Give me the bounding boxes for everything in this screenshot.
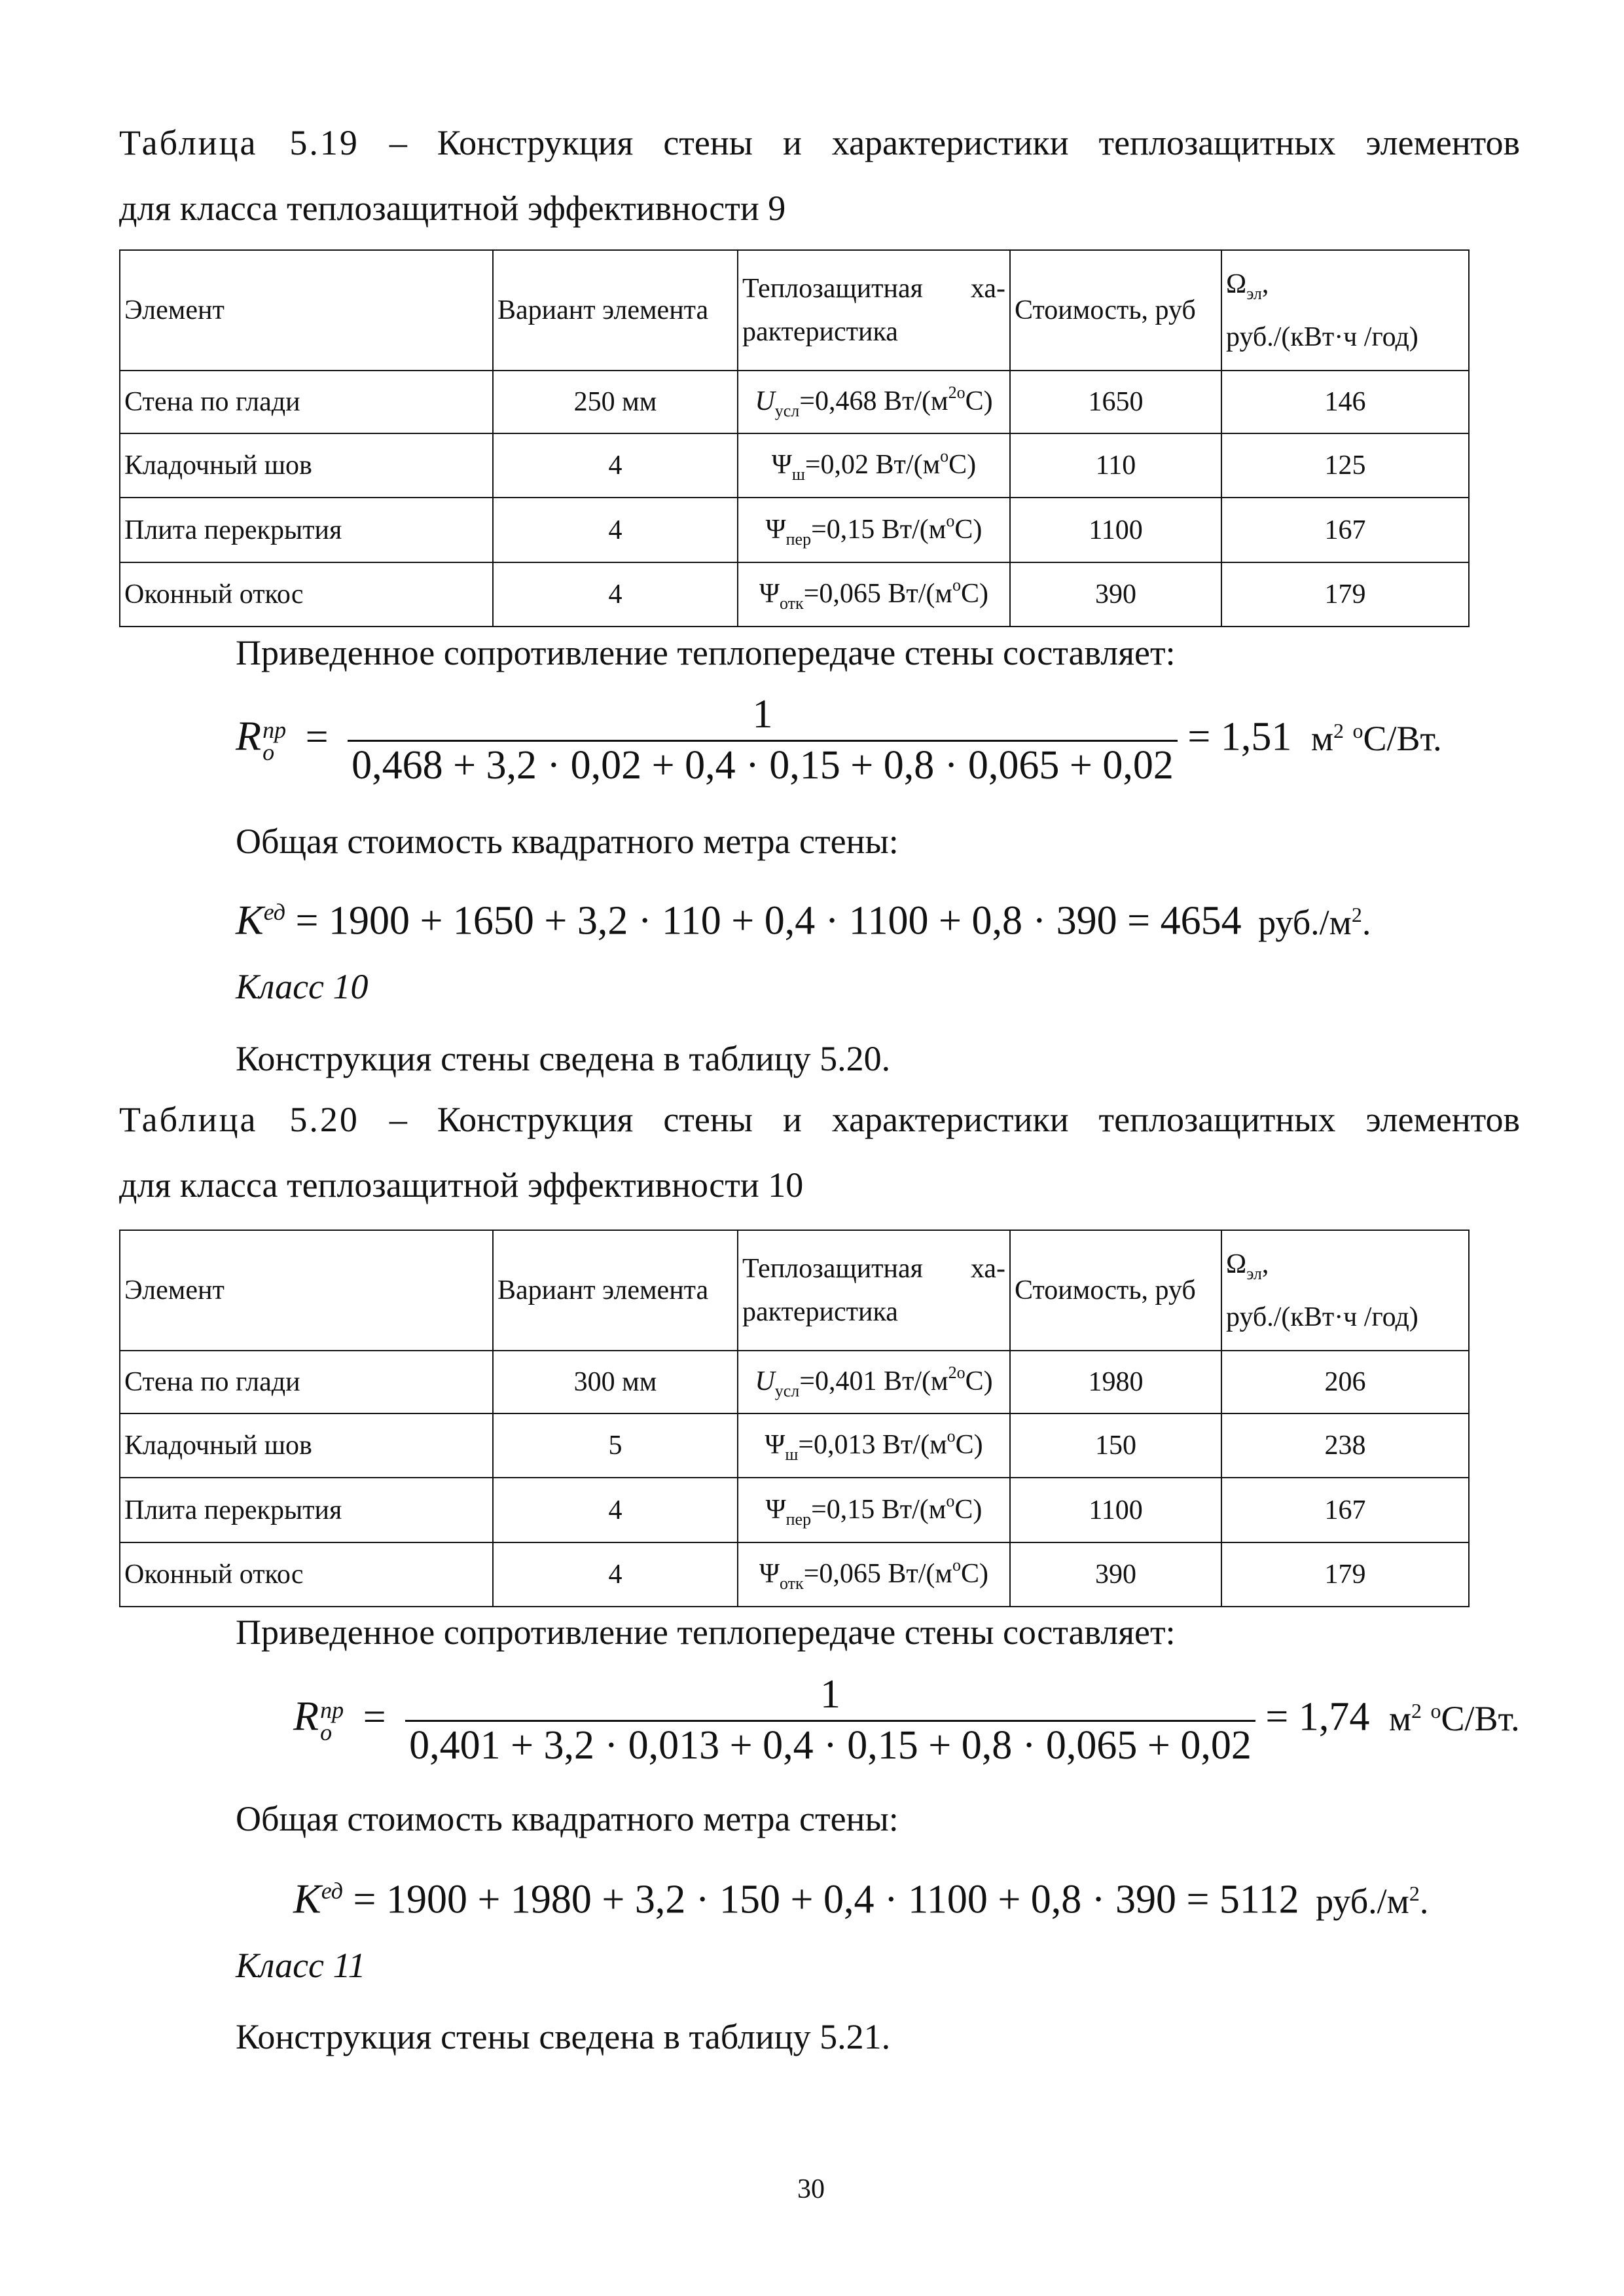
cell-sup: o	[946, 1491, 955, 1510]
r-result: = 1,51	[1187, 714, 1292, 759]
cell-sup: o	[952, 575, 961, 594]
cell-cost: 390	[1010, 562, 1221, 627]
header-variant: Вариант элемента	[493, 1230, 738, 1351]
cell-omega: 146	[1221, 371, 1469, 433]
cost-intro: Общая стоимость квадратного метра стены:	[236, 1799, 899, 1838]
k-unit-sup: 2	[1351, 902, 1362, 926]
unit-m: м	[1388, 1698, 1412, 1738]
r-sub: o	[320, 1719, 333, 1745]
unit-sup: 2	[1411, 1698, 1422, 1722]
cell-thermal	[738, 1351, 1010, 1413]
unit-o: o	[1352, 718, 1363, 742]
table-row	[120, 1413, 1469, 1478]
header-thermal	[738, 1230, 1010, 1351]
cell-thermal	[738, 562, 1010, 627]
caption-text: – Конструкция стены и характеристики теплозащитных элементов	[389, 1100, 1520, 1139]
cell-variant: 4	[493, 1478, 738, 1542]
resistance-formula	[293, 1673, 1520, 1769]
cell-element: Оконный откос	[120, 1542, 493, 1607]
table-5-20-caption	[119, 1087, 1520, 1152]
cell-value: =0,401 Вт/(м	[799, 1366, 948, 1396]
cell-cost: 1980	[1010, 1351, 1221, 1413]
k-sup: ед	[263, 899, 285, 925]
caption-label: Таблица 5.19	[119, 123, 359, 162]
cell-element: Кладочный шов	[120, 1413, 493, 1478]
omega-comma: ,	[1261, 1248, 1269, 1279]
r-symbol: R	[293, 1692, 319, 1740]
cell-sym: U	[755, 1366, 775, 1396]
cell-sup: 2o	[948, 383, 965, 402]
cell-variant: 4	[493, 498, 738, 562]
cell-cost: 390	[1010, 1542, 1221, 1607]
cell-tail: С)	[955, 1430, 983, 1460]
caption-text: – Конструкция стены и характеристики теплозащитных элементов	[389, 123, 1520, 162]
unit-sup: 2	[1333, 718, 1344, 742]
unit-rest: С/Вт.	[1363, 718, 1442, 758]
cell-sym-sub: пер	[785, 529, 812, 549]
class-10-title: Класс 10	[236, 967, 369, 1006]
r-unit	[1311, 719, 1442, 758]
cell-sup: o	[952, 1556, 961, 1575]
class-11-title: Класс 11	[236, 1946, 366, 1985]
cell-value: =0,15 Вт/(м	[811, 1494, 947, 1525]
table-row	[120, 1351, 1469, 1413]
cell-tail: С)	[965, 386, 993, 416]
k-symbol: K	[236, 896, 264, 943]
cell-cost: 110	[1010, 433, 1221, 498]
header-omega	[1221, 1230, 1469, 1351]
omega-unit: руб./(кВт·ч /год)	[1226, 321, 1418, 352]
cell-sym-sub: отк	[780, 594, 804, 613]
cell-sym-sub: усл	[774, 1381, 800, 1400]
cell-omega: 125	[1221, 433, 1469, 498]
omega-comma: ,	[1261, 268, 1269, 299]
header-thermal-line1: Теплозащитная ха-	[742, 1254, 1005, 1284]
r-sup: пр	[262, 716, 287, 743]
r-eq: =	[363, 1694, 386, 1740]
cell-sym: U	[755, 386, 775, 416]
cell-sup: o	[946, 511, 955, 530]
k-unit-end: .	[1419, 1881, 1429, 1921]
table-row	[120, 371, 1469, 433]
header-thermal-line1: Теплозащитная ха-	[742, 274, 1005, 304]
fraction-numerator: 1	[820, 1672, 840, 1717]
omega-unit: руб./(кВт·ч /год)	[1226, 1302, 1418, 1332]
cell-element: Стена по глади	[120, 1351, 493, 1413]
cell-sym-sub: ш	[791, 465, 805, 484]
k-unit: руб./м	[1258, 902, 1352, 942]
r-eq: =	[305, 714, 329, 759]
omega-symbol: Ω	[1226, 268, 1247, 299]
cell-variant: 4	[493, 1542, 738, 1607]
cell-value: =0,468 Вт/(м	[799, 386, 948, 416]
cost-formula	[293, 1866, 1428, 1926]
cell-tail: С)	[965, 1366, 993, 1396]
table-5-19-caption-line2: для класса теплозащитной эффективности 9	[119, 189, 786, 228]
table-row	[120, 498, 1469, 562]
fraction-denominator: 0,468 + 3,2 · 0,02 + 0,4 · 0,15 + 0,8 · 0,065 + 0,02	[348, 740, 1178, 789]
cell-sym-sub: отк	[780, 1574, 804, 1593]
unit-o: o	[1430, 1698, 1441, 1722]
cell-value: =0,02 Вт/(м	[804, 450, 941, 480]
cell-tail: С)	[948, 450, 977, 480]
cell-variant: 4	[493, 562, 738, 627]
omega-sub: эл	[1246, 283, 1262, 303]
omega-sub: эл	[1246, 1264, 1262, 1283]
cell-cost: 150	[1010, 1413, 1221, 1478]
class-10-text: Конструкция стены сведена в таблицу 5.20.	[236, 1039, 891, 1078]
r-sup: пр	[320, 1696, 344, 1723]
cell-variant: 4	[493, 433, 738, 498]
k-unit: руб./м	[1316, 1881, 1409, 1921]
k-unit-end: .	[1362, 902, 1371, 942]
cell-sup: 2o	[948, 1363, 965, 1382]
fraction	[405, 1673, 1255, 1769]
cell-omega: 167	[1221, 498, 1469, 562]
cell-value: =0,065 Вт/(м	[803, 579, 952, 609]
cell-thermal	[738, 498, 1010, 562]
cell-thermal	[738, 433, 1010, 498]
resistance-intro: Приведенное сопротивление теплопередаче стены составляет:	[236, 633, 1176, 672]
class-11-text: Конструкция стены сведена в таблицу 5.21.	[236, 2017, 891, 2056]
cell-sym-sub: пер	[785, 1509, 812, 1529]
table-row	[120, 1478, 1469, 1542]
cell-element: Кладочный шов	[120, 433, 493, 498]
omega-symbol: Ω	[1226, 1248, 1247, 1279]
header-cost: Стоимость, руб	[1010, 1230, 1221, 1351]
cell-element: Стена по глади	[120, 371, 493, 433]
k-sup: ед	[321, 1878, 343, 1904]
cell-omega: 179	[1221, 1542, 1469, 1607]
cell-value: =0,013 Вт/(м	[798, 1430, 947, 1460]
header-element: Элемент	[120, 1230, 493, 1351]
cell-sym: Ψ	[759, 579, 780, 609]
fraction-denominator: 0,401 + 3,2 · 0,013 + 0,4 · 0,15 + 0,8 · 0,065 + 0,02	[405, 1720, 1255, 1769]
cell-variant: 250 мм	[493, 371, 738, 433]
cell-thermal	[738, 1413, 1010, 1478]
cell-sym: Ψ	[759, 1559, 780, 1589]
cell-element: Плита перекрытия	[120, 1478, 493, 1542]
k-unit-group	[1316, 1882, 1428, 1921]
cell-sup: o	[947, 1427, 956, 1446]
header-thermal-line2: рактеристика	[742, 317, 898, 347]
cell-sym: Ψ	[771, 450, 792, 480]
table-header-row	[120, 1230, 1469, 1351]
table-row	[120, 433, 1469, 498]
cell-variant: 300 мм	[493, 1351, 738, 1413]
page-number: 30	[797, 2174, 825, 2204]
cell-tail: С)	[954, 1494, 983, 1525]
header-cost: Стоимость, руб	[1010, 250, 1221, 371]
cell-sym: Ψ	[765, 1494, 786, 1525]
cell-element: Оконный откос	[120, 562, 493, 627]
r-symbol: R	[236, 712, 262, 759]
resistance-formula	[236, 693, 1442, 789]
table-5-19-caption	[119, 110, 1520, 175]
table-row	[120, 562, 1469, 627]
unit-rest: С/Вт.	[1441, 1698, 1520, 1738]
header-thermal-line2: рактеристика	[742, 1297, 898, 1327]
k-expression: = 1900 + 1650 + 3,2 · 110 + 0,4 · 1100 + 0,8 · 390 = 4654	[295, 898, 1242, 943]
cell-cost: 1100	[1010, 1478, 1221, 1542]
cell-sym-sub: усл	[774, 401, 800, 420]
k-unit-sup: 2	[1409, 1881, 1420, 1905]
cell-tail: С)	[954, 514, 983, 545]
r-unit	[1389, 1699, 1520, 1738]
k-symbol: K	[293, 1875, 321, 1922]
cell-thermal	[738, 1542, 1010, 1607]
header-variant: Вариант элемента	[493, 250, 738, 371]
cell-element: Плита перекрытия	[120, 498, 493, 562]
cell-sup: o	[940, 446, 949, 465]
table-5-20-caption-line2: для класса теплозащитной эффективности 10	[119, 1165, 804, 1205]
fraction-numerator: 1	[752, 692, 773, 737]
cell-tail: С)	[960, 1559, 988, 1589]
cost-formula	[236, 887, 1371, 947]
header-omega	[1221, 250, 1469, 371]
cell-omega: 238	[1221, 1413, 1469, 1478]
cell-value: =0,065 Вт/(м	[803, 1559, 952, 1589]
r-result: = 1,74	[1265, 1694, 1370, 1740]
cell-cost: 1650	[1010, 371, 1221, 433]
cell-sym: Ψ	[765, 514, 786, 545]
cell-omega: 206	[1221, 1351, 1469, 1413]
table-header-row	[120, 250, 1469, 371]
unit-m: м	[1310, 718, 1334, 758]
cell-tail: С)	[960, 579, 988, 609]
k-unit-group	[1258, 903, 1371, 942]
resistance-intro: Приведенное сопротивление теплопередаче стены составляет:	[236, 1613, 1176, 1652]
header-element: Элемент	[120, 250, 493, 371]
caption-label: Таблица 5.20	[119, 1100, 359, 1139]
r-sub: o	[262, 738, 275, 765]
table-row	[120, 1542, 1469, 1607]
cell-sym: Ψ	[765, 1430, 785, 1460]
cost-intro: Общая стоимость квадратного метра стены:	[236, 822, 899, 861]
cell-variant: 5	[493, 1413, 738, 1478]
cell-thermal	[738, 371, 1010, 433]
cell-value: =0,15 Вт/(м	[811, 514, 947, 545]
cell-sym-sub: ш	[785, 1445, 799, 1464]
cell-omega: 179	[1221, 562, 1469, 627]
table-5-20	[119, 1230, 1470, 1607]
cell-cost: 1100	[1010, 498, 1221, 562]
header-thermal	[738, 250, 1010, 371]
cell-omega: 167	[1221, 1478, 1469, 1542]
fraction	[348, 693, 1178, 789]
table-5-19	[119, 249, 1470, 627]
k-expression: = 1900 + 1980 + 3,2 · 150 + 0,4 · 1100 + 0,8 · 390 = 5112	[353, 1877, 1299, 1922]
cell-thermal	[738, 1478, 1010, 1542]
